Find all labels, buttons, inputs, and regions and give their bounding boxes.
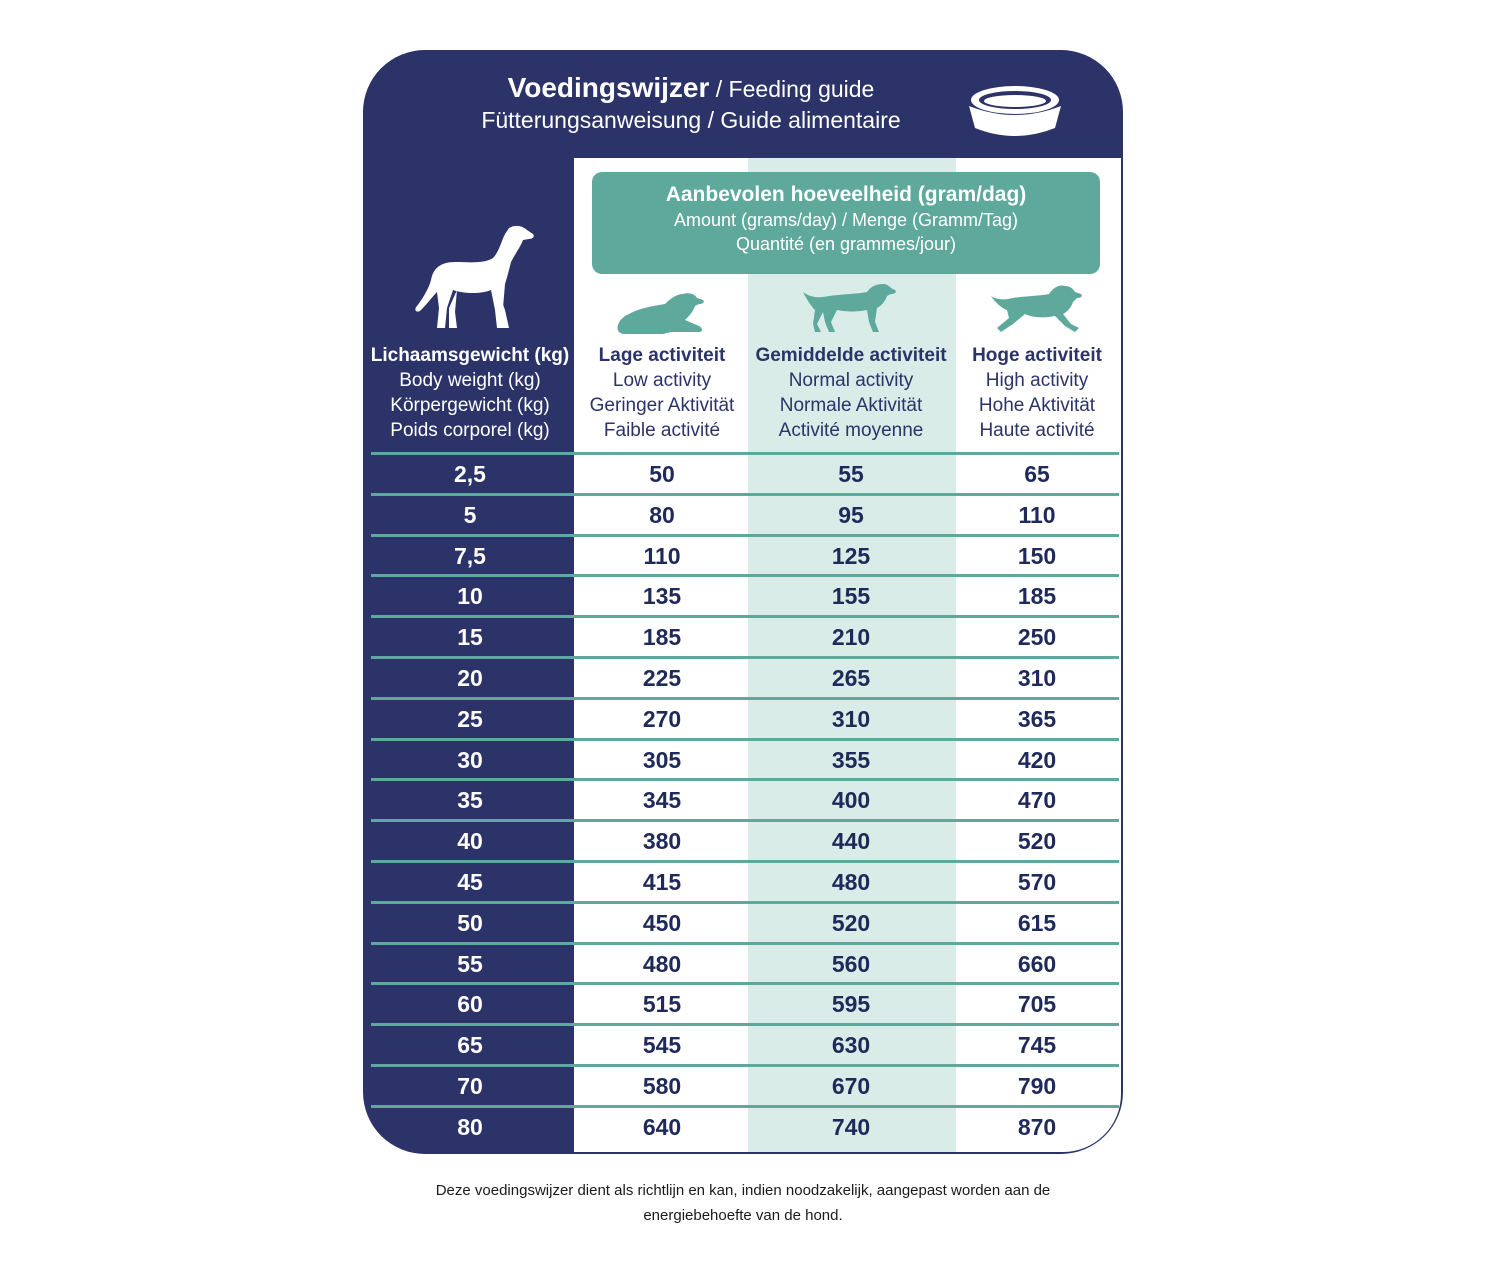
row-divider — [371, 534, 1119, 537]
table-row — [363, 982, 1123, 1023]
weight-cell: 55 — [457, 950, 483, 977]
row-divider — [371, 493, 1119, 496]
table-row — [363, 901, 1123, 942]
table-row — [363, 574, 1123, 615]
normal-activity-cell: 155 — [831, 583, 871, 610]
high-activity-cell: 310 — [1017, 664, 1057, 691]
high-activity-cell: 185 — [1017, 583, 1057, 610]
low-activity-cell: 50 — [649, 461, 675, 487]
normal-activity-cell: 265 — [831, 664, 871, 691]
low-activity-cell: 185 — [642, 624, 682, 651]
table-row — [363, 819, 1123, 860]
standing-dog-icon — [411, 224, 537, 332]
weight-cell: 30 — [457, 746, 483, 773]
weight-cell: 80 — [457, 1113, 483, 1140]
table-row — [363, 656, 1123, 697]
normal-activity-cell: 740 — [831, 1113, 871, 1140]
high-activity-cell: 65 — [1024, 461, 1050, 487]
low-header-en: Low activity — [612, 370, 712, 391]
high-activity-cell: 705 — [1017, 991, 1057, 1018]
footnote-line-1: Deze voedingswijzer dient als richtlijn en kan, indien noodzakelijk, aangepast worden aan de — [435, 1182, 1051, 1199]
amount-subtitle-1: Amount (grams/day) / Menge (Gramm/Tag) — [673, 210, 1019, 230]
table-row — [363, 493, 1123, 534]
row-divider — [371, 982, 1119, 985]
row-divider — [371, 819, 1119, 822]
low-activity-cell: 450 — [642, 909, 682, 936]
normal-activity-cell: 55 — [838, 461, 864, 487]
weight-cell: 70 — [457, 1072, 483, 1099]
row-divider — [371, 901, 1119, 904]
low-activity-cell: 225 — [642, 664, 682, 691]
footnote-line-2: energiebehoefte van de hond. — [643, 1207, 843, 1224]
low-activity-cell: 110 — [643, 542, 681, 569]
high-activity-cell: 150 — [1017, 542, 1057, 569]
high-header-nl: Hoge activiteit — [972, 345, 1102, 366]
normal-activity-cell: 125 — [831, 542, 871, 569]
table-row — [363, 697, 1123, 738]
normal-activity-cell: 310 — [831, 705, 871, 732]
weight-cell: 35 — [457, 787, 483, 814]
high-header-fr: Haute activité — [979, 420, 1095, 441]
weight-cell: 60 — [457, 991, 483, 1018]
table-row — [363, 778, 1123, 819]
normal-activity-cell: 630 — [831, 1032, 871, 1059]
high-activity-cell: 615 — [1017, 909, 1057, 936]
high-activity-cell: 365 — [1017, 705, 1057, 732]
row-divider — [371, 738, 1119, 741]
normal-activity-cell: 520 — [831, 909, 871, 936]
high-activity-cell: 660 — [1017, 950, 1057, 977]
normal-activity-header — [747, 343, 955, 443]
normal-header-nl: Gemiddelde activiteit — [755, 345, 947, 366]
row-divider — [371, 778, 1119, 781]
low-header-nl: Lage activiteit — [598, 345, 726, 366]
amount-title: Aanbevolen hoeveelheid (gram/dag) — [665, 183, 1027, 206]
low-header-de: Geringer Aktivität — [589, 395, 735, 416]
weight-cell: 20 — [457, 664, 483, 691]
normal-activity-cell: 440 — [831, 828, 871, 855]
high-activity-cell: 250 — [1017, 624, 1057, 651]
weight-cell: 15 — [457, 624, 483, 651]
subtitle: Fütterungsanweisung / Guide alimentaire — [481, 107, 901, 133]
weight-cell: 45 — [457, 868, 483, 895]
low-activity-cell: 305 — [642, 746, 682, 773]
title-bold: Voedingswijzer — [507, 72, 710, 103]
row-divider — [371, 1064, 1119, 1067]
table-row — [363, 738, 1123, 779]
low-activity-cell: 135 — [642, 583, 682, 610]
food-bowl-icon — [963, 80, 1067, 140]
high-activity-cell: 420 — [1017, 746, 1057, 773]
weight-header-nl: Lichaamsgewicht (kg) — [370, 345, 570, 366]
high-activity-cell: 790 — [1017, 1072, 1057, 1099]
high-activity-header — [955, 343, 1119, 443]
weight-cell: 50 — [457, 909, 483, 936]
weight-cell: 25 — [457, 705, 483, 732]
low-activity-cell: 580 — [642, 1072, 682, 1099]
low-activity-cell: 545 — [642, 1032, 682, 1059]
page-title — [363, 72, 1019, 135]
normal-activity-cell: 670 — [831, 1072, 871, 1099]
high-activity-cell: 520 — [1017, 828, 1057, 855]
table-row — [363, 1023, 1123, 1064]
table-row — [363, 452, 1123, 493]
table-row — [363, 534, 1123, 575]
normal-header-en: Normal activity — [788, 370, 914, 391]
normal-activity-cell: 95 — [838, 501, 864, 528]
row-divider — [371, 656, 1119, 659]
row-divider — [371, 615, 1119, 618]
title-rest: / Feeding guide — [709, 76, 875, 102]
normal-activity-cell: 355 — [831, 746, 871, 773]
normal-activity-cell: 595 — [831, 991, 871, 1018]
weight-header-de: Körpergewicht (kg) — [390, 395, 550, 416]
running-dog-icon — [989, 282, 1085, 334]
low-activity-cell: 515 — [642, 991, 682, 1018]
low-header-fr: Faible activité — [603, 420, 721, 441]
feeding-guide-card — [363, 50, 1123, 1154]
normal-activity-cell: 210 — [831, 624, 871, 651]
weight-cell: 7,5 — [454, 542, 486, 569]
low-activity-cell: 380 — [642, 828, 682, 855]
normal-activity-cell: 400 — [831, 787, 871, 814]
high-header-en: High activity — [985, 370, 1089, 391]
high-header-de: Hohe Aktivität — [978, 395, 1096, 416]
amount-subtitle-2: Quantité (en grammes/jour) — [735, 234, 957, 254]
high-activity-cell: 745 — [1017, 1032, 1057, 1059]
high-activity-cell: 470 — [1017, 787, 1057, 814]
low-activity-cell: 480 — [642, 950, 682, 977]
feeding-table — [363, 452, 1123, 1146]
walking-dog-icon — [801, 282, 897, 334]
low-activity-cell: 415 — [642, 868, 682, 895]
row-divider — [371, 452, 1119, 455]
row-divider — [371, 697, 1119, 700]
high-activity-cell: 870 — [1017, 1113, 1057, 1140]
table-row — [363, 860, 1123, 901]
weight-column-header — [363, 343, 577, 443]
footnote — [363, 1178, 1123, 1228]
weight-cell: 40 — [457, 828, 483, 855]
table-row — [363, 615, 1123, 656]
low-activity-cell: 80 — [649, 501, 675, 528]
normal-activity-cell: 480 — [831, 868, 871, 895]
table-row — [363, 1064, 1123, 1105]
row-divider — [371, 1023, 1119, 1026]
weight-header-en: Body weight (kg) — [399, 370, 541, 391]
row-divider — [371, 860, 1119, 863]
weight-cell: 2,5 — [454, 461, 486, 487]
amount-header-box — [592, 172, 1100, 274]
row-divider — [371, 574, 1119, 577]
high-activity-cell: 570 — [1017, 868, 1057, 895]
table-row — [363, 1105, 1123, 1146]
low-activity-cell: 640 — [642, 1113, 682, 1140]
weight-cell: 65 — [457, 1032, 483, 1059]
low-activity-cell: 345 — [642, 787, 682, 814]
row-divider — [371, 942, 1119, 945]
lying-dog-icon — [613, 288, 709, 340]
low-activity-header — [577, 343, 747, 443]
weight-header-fr: Poids corporel (kg) — [390, 420, 550, 441]
table-row — [363, 942, 1123, 983]
row-divider — [371, 1105, 1119, 1108]
weight-cell: 10 — [457, 583, 483, 610]
low-activity-cell: 270 — [642, 705, 682, 732]
normal-activity-cell: 560 — [831, 950, 871, 977]
weight-cell: 5 — [463, 501, 477, 528]
normal-header-de: Normale Aktivität — [779, 395, 923, 416]
normal-header-fr: Activité moyenne — [778, 420, 924, 441]
high-activity-cell: 110 — [1018, 501, 1056, 528]
